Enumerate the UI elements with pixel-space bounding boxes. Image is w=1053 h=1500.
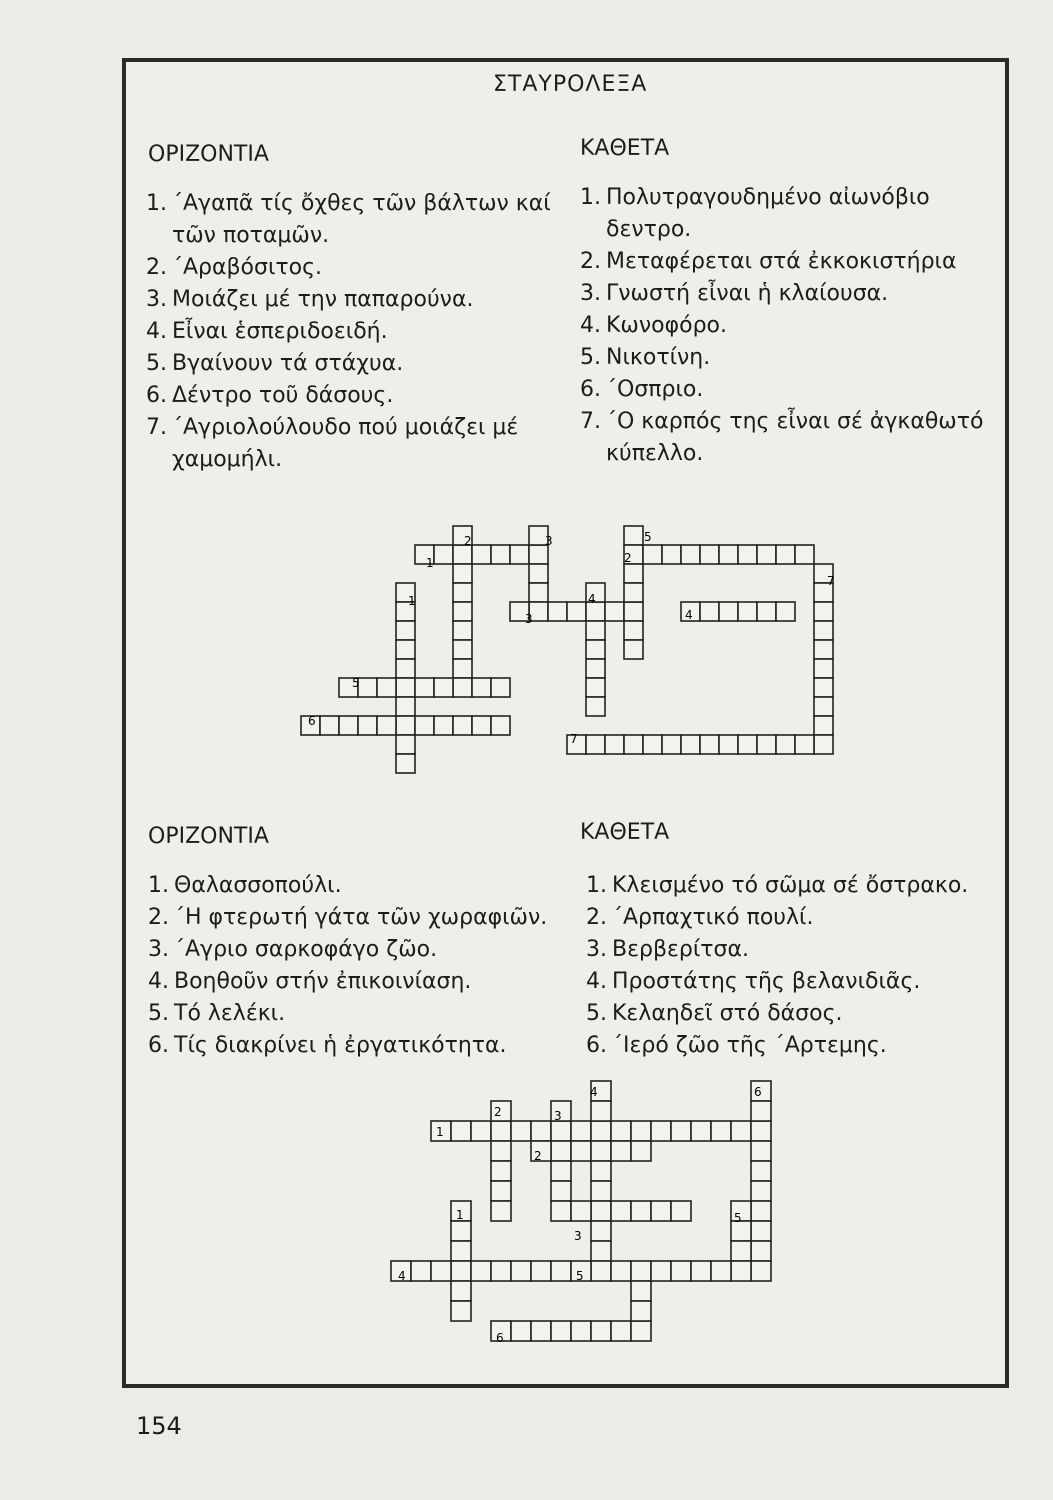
- crossword-cell[interactable]: [358, 716, 377, 735]
- crossword-cell[interactable]: [671, 1261, 691, 1281]
- crossword-cell[interactable]: [631, 1301, 651, 1321]
- crossword-cell[interactable]: [551, 1161, 571, 1181]
- crossword-cell[interactable]: [491, 1141, 511, 1161]
- crossword-cell[interactable]: [814, 678, 833, 697]
- crossword-cell[interactable]: [662, 545, 681, 564]
- grid-number-label: 1: [436, 1125, 444, 1139]
- clue-item: 3. Βερβερίτσα.: [586, 937, 749, 962]
- grid-number-label: 6: [308, 714, 316, 728]
- crossword-cell[interactable]: [624, 621, 643, 640]
- crossword-cell[interactable]: [586, 678, 605, 697]
- puzzle1-across-clues: [146, 188, 556, 476]
- crossword-cell[interactable]: [551, 1121, 571, 1141]
- puzzle2-across-heading: ΟΡΙΖΟΝΤΙΑ: [148, 824, 269, 849]
- crossword-cell[interactable]: [751, 1221, 771, 1241]
- crossword-cell[interactable]: [757, 602, 776, 621]
- crossword-cell[interactable]: [776, 545, 795, 564]
- crossword-cell[interactable]: [396, 621, 415, 640]
- crossword-cell[interactable]: [719, 602, 738, 621]
- crossword-cell[interactable]: [711, 1261, 731, 1281]
- crossword-cell[interactable]: [511, 1261, 531, 1281]
- grid-number-label: 4: [685, 608, 693, 622]
- crossword-cell[interactable]: [681, 735, 700, 754]
- crossword-cell[interactable]: [719, 545, 738, 564]
- crossword-cell[interactable]: [776, 735, 795, 754]
- grid-number-label: 6: [496, 1331, 504, 1345]
- crossword-cell[interactable]: [451, 1121, 471, 1141]
- clue-item: 4. Βοηθοῦν στήν ἐπικοινίαση.: [148, 969, 472, 994]
- clue-item: 5. Τό λελέκι.: [148, 1001, 286, 1026]
- crossword-cell[interactable]: [396, 659, 415, 678]
- clue-item: 1. Θαλασσοπούλι.: [148, 873, 342, 898]
- crossword-cell[interactable]: [396, 678, 415, 697]
- crossword-cell[interactable]: [453, 564, 472, 583]
- page-number: 154: [136, 1412, 182, 1440]
- crossword-cell[interactable]: [358, 678, 377, 697]
- crossword-cell[interactable]: [624, 735, 643, 754]
- crossword-cell[interactable]: [453, 659, 472, 678]
- crossword-cell[interactable]: [531, 1121, 551, 1141]
- crossword-cell[interactable]: [681, 545, 700, 564]
- crossword-cell[interactable]: [757, 735, 776, 754]
- crossword-cell[interactable]: [631, 1281, 651, 1301]
- crossword-cell[interactable]: [511, 1321, 531, 1341]
- crossword-cell[interactable]: [396, 716, 415, 735]
- crossword-cell[interactable]: [611, 1261, 631, 1281]
- crossword-cell[interactable]: [434, 678, 453, 697]
- grid-number-label: 3: [574, 1229, 582, 1243]
- crossword-cell[interactable]: [396, 735, 415, 754]
- clue-item: 5. Κελαηδεῖ στό δάσος.: [586, 1001, 843, 1026]
- grid-number-label: 2: [624, 551, 632, 565]
- crossword-cell[interactable]: [396, 697, 415, 716]
- crossword-cell[interactable]: [551, 1181, 571, 1201]
- crossword-cell[interactable]: [751, 1141, 771, 1161]
- crossword-cell[interactable]: [453, 621, 472, 640]
- crossword-cell[interactable]: [814, 697, 833, 716]
- crossword-cell[interactable]: [751, 1161, 771, 1181]
- crossword-cell[interactable]: [491, 1121, 511, 1141]
- crossword-cell[interactable]: [643, 735, 662, 754]
- crossword-cell[interactable]: [691, 1261, 711, 1281]
- crossword-cell[interactable]: [511, 1121, 531, 1141]
- crossword-cell[interactable]: [453, 602, 472, 621]
- crossword-cell[interactable]: [624, 564, 643, 583]
- crossword-cell[interactable]: [738, 602, 757, 621]
- crossword-cell[interactable]: [751, 1261, 771, 1281]
- crossword-cell[interactable]: [411, 1261, 431, 1281]
- crossword-cell[interactable]: [471, 1261, 491, 1281]
- grid-number-label: 3: [525, 612, 533, 626]
- crossword-cell[interactable]: [751, 1201, 771, 1221]
- crossword-cell[interactable]: [624, 602, 643, 621]
- crossword-cell[interactable]: [431, 1261, 451, 1281]
- crossword-cell[interactable]: [605, 602, 624, 621]
- crossword-cell[interactable]: [451, 1241, 471, 1261]
- puzzle2-across-clues: [148, 870, 588, 1062]
- grid-number-label: 4: [588, 592, 596, 606]
- crossword-cell[interactable]: [529, 564, 548, 583]
- crossword-cell[interactable]: [751, 1121, 771, 1141]
- crossword-cell[interactable]: [671, 1201, 691, 1221]
- crossword-cell[interactable]: [591, 1181, 611, 1201]
- crossword-cell[interactable]: [453, 640, 472, 659]
- clue-item: 3. Μοιάζει μέ την παπαρούνα.: [146, 287, 474, 312]
- crossword-cell[interactable]: [451, 1281, 471, 1301]
- crossword-cell[interactable]: [491, 1161, 511, 1181]
- crossword-cell[interactable]: [567, 602, 586, 621]
- clue-item: 7. ΄Ο καρπός της εἶναι σέ ἀγκαθωτό κύπελλο.: [580, 409, 984, 466]
- crossword-cell[interactable]: [434, 545, 453, 564]
- crossword-cell[interactable]: [472, 678, 491, 697]
- crossword-cell[interactable]: [631, 1121, 651, 1141]
- crossword-cell[interactable]: [571, 1141, 591, 1161]
- crossword-cell[interactable]: [451, 1221, 471, 1241]
- crossword-cell[interactable]: [531, 1261, 551, 1281]
- crossword-cell[interactable]: [671, 1121, 691, 1141]
- crossword-cell[interactable]: [472, 545, 491, 564]
- grid-number-label: 4: [398, 1269, 406, 1283]
- crossword-cell[interactable]: [591, 1261, 611, 1281]
- crossword-grid-1: [300, 525, 860, 785]
- crossword-cell[interactable]: [586, 697, 605, 716]
- clue-item: 6. ΄Ιερό ζῶο τῆς ΄Αρτεμης.: [586, 1033, 887, 1058]
- puzzle2-down-heading: ΚΑΘΕΤΑ: [580, 820, 670, 845]
- grid-number-label: 3: [545, 534, 553, 548]
- grid-number-label: 5: [352, 676, 360, 690]
- crossword-cell[interactable]: [591, 1201, 611, 1221]
- clue-item: 5. Βγαίνουν τά στάχυα.: [146, 351, 404, 376]
- grid-number-label: 5: [576, 1269, 584, 1283]
- puzzle1-down-clues: [580, 182, 1000, 470]
- crossword-cell[interactable]: [491, 1201, 511, 1221]
- crossword-cell[interactable]: [548, 602, 567, 621]
- crossword-cell[interactable]: [453, 678, 472, 697]
- crossword-cell[interactable]: [491, 716, 510, 735]
- grid-number-label: 5: [644, 530, 652, 544]
- crossword-cell[interactable]: [320, 716, 339, 735]
- crossword-cell[interactable]: [434, 716, 453, 735]
- crossword-cell[interactable]: [814, 621, 833, 640]
- grid-number-label: 1: [408, 594, 416, 608]
- clue-item: 3. Γνωστή εἶναι ἡ κλαίουσα.: [580, 281, 889, 306]
- crossword-cell[interactable]: [415, 716, 434, 735]
- crossword-cell[interactable]: [591, 1221, 611, 1241]
- crossword-cell[interactable]: [491, 1261, 511, 1281]
- crossword-cell[interactable]: [776, 602, 795, 621]
- crossword-cell[interactable]: [814, 640, 833, 659]
- crossword-cell[interactable]: [814, 602, 833, 621]
- grid-number-label: 2: [494, 1105, 502, 1119]
- crossword-cell[interactable]: [453, 583, 472, 602]
- clue-item: 3. ΄Αγριο σαρκοφάγο ζῶο.: [148, 937, 438, 962]
- crossword-cell[interactable]: [415, 678, 434, 697]
- grid-number-label: 6: [754, 1085, 762, 1099]
- crossword-cell[interactable]: [377, 716, 396, 735]
- crossword-cell[interactable]: [551, 1201, 571, 1221]
- grid-number-label: 7: [827, 574, 835, 588]
- crossword-cell[interactable]: [731, 1241, 751, 1261]
- crossword-cell[interactable]: [738, 735, 757, 754]
- crossword-cell[interactable]: [631, 1201, 651, 1221]
- clue-item: 2. ΄Αραβόσιτος.: [146, 255, 323, 280]
- crossword-cell[interactable]: [624, 526, 643, 545]
- puzzle1-down-heading: ΚΑΘΕΤΑ: [580, 136, 670, 161]
- grid-number-label: 2: [464, 534, 472, 548]
- crossword-cell[interactable]: [591, 1161, 611, 1181]
- grid-number-label: 7: [570, 732, 578, 746]
- crossword-cell[interactable]: [611, 1121, 631, 1141]
- crossword-cell[interactable]: [551, 1261, 571, 1281]
- crossword-cell[interactable]: [591, 1101, 611, 1121]
- crossword-cell[interactable]: [795, 545, 814, 564]
- crossword-cell[interactable]: [491, 545, 510, 564]
- crossword-cell[interactable]: [339, 716, 358, 735]
- clue-item: 2. Μεταφέρεται στά ἐκκοκιστήρια: [580, 249, 957, 274]
- crossword-cell[interactable]: [651, 1201, 671, 1221]
- crossword-cell[interactable]: [662, 735, 681, 754]
- clue-item: 4. Εἶναι ἑσπεριδοειδή.: [146, 319, 388, 344]
- crossword-cell[interactable]: [529, 583, 548, 602]
- crossword-cell[interactable]: [591, 1321, 611, 1341]
- crossword-cell[interactable]: [591, 1121, 611, 1141]
- crossword-cell[interactable]: [510, 545, 529, 564]
- crossword-cell[interactable]: [571, 1321, 591, 1341]
- crossword-cell[interactable]: [586, 659, 605, 678]
- crossword-cell[interactable]: [711, 1121, 731, 1141]
- crossword-cell[interactable]: [571, 1121, 591, 1141]
- crossword-cell[interactable]: [491, 1181, 511, 1201]
- clue-item: 1. Πολυτραγουδημένο αἰωνόβιο δεντρο.: [580, 185, 930, 242]
- crossword-cell[interactable]: [591, 1141, 611, 1161]
- crossword-cell[interactable]: [472, 716, 491, 735]
- crossword-cell[interactable]: [700, 602, 719, 621]
- crossword-cell[interactable]: [551, 1321, 571, 1341]
- crossword-cell[interactable]: [738, 545, 757, 564]
- grid-number-label: 1: [456, 1208, 464, 1222]
- crossword-cell[interactable]: [757, 545, 776, 564]
- crossword-cell[interactable]: [611, 1141, 631, 1161]
- crossword-cell[interactable]: [751, 1241, 771, 1261]
- crossword-cell[interactable]: [624, 583, 643, 602]
- crossword-cell[interactable]: [531, 1321, 551, 1341]
- crossword-cell[interactable]: [731, 1121, 751, 1141]
- crossword-cell[interactable]: [814, 716, 833, 735]
- clue-item: 7. ΄Αγριολούλουδο πού μοιάζει μέ χαμομήλι.: [146, 415, 519, 472]
- crossword-cell[interactable]: [731, 1261, 751, 1281]
- clue-item: 4. Προστάτης τῆς βελανιδιᾶς.: [586, 969, 921, 994]
- crossword-cell[interactable]: [586, 735, 605, 754]
- crossword-cell[interactable]: [611, 1201, 631, 1221]
- crossword-cell[interactable]: [451, 1261, 471, 1281]
- crossword-cell[interactable]: [631, 1141, 651, 1161]
- clue-item: 6. ΄Οσπριο.: [580, 377, 704, 402]
- crossword-cell[interactable]: [719, 735, 738, 754]
- clue-item: 6. Δέντρο τοῦ δάσους.: [146, 383, 394, 408]
- crossword-cell[interactable]: [611, 1321, 631, 1341]
- crossword-cell[interactable]: [751, 1181, 771, 1201]
- clue-item: 6. Τίς διακρίνει ἡ ἐργατικότητα.: [148, 1033, 507, 1058]
- crossword-cell[interactable]: [795, 735, 814, 754]
- grid-number-label: 1: [426, 556, 434, 570]
- crossword-cell[interactable]: [651, 1121, 671, 1141]
- clue-item: 1. ΄Αγαπᾶ τίς ὄχθες τῶν βάλτων καί τῶν ποταμῶν.: [146, 191, 551, 248]
- grid-number-label: 4: [590, 1085, 598, 1099]
- page-title: ΣΤΑΥΡΟΛΕΞΑ: [493, 72, 648, 97]
- crossword-grid-2: [390, 1080, 790, 1355]
- crossword-cell[interactable]: [700, 545, 719, 564]
- crossword-cell[interactable]: [451, 1301, 471, 1321]
- crossword-cell[interactable]: [396, 754, 415, 773]
- crossword-cell[interactable]: [453, 716, 472, 735]
- crossword-cell[interactable]: [631, 1261, 651, 1281]
- crossword-cell[interactable]: [586, 640, 605, 659]
- grid-number-label: 3: [554, 1109, 562, 1123]
- crossword-cell[interactable]: [700, 735, 719, 754]
- crossword-cell[interactable]: [605, 735, 624, 754]
- clue-item: 5. Νικοτίνη.: [580, 345, 711, 370]
- crossword-cell[interactable]: [396, 640, 415, 659]
- clue-item: 4. Κωνοφόρο.: [580, 313, 727, 338]
- crossword-cell[interactable]: [814, 659, 833, 678]
- crossword-cell[interactable]: [691, 1121, 711, 1141]
- crossword-cell[interactable]: [624, 640, 643, 659]
- clue-item: 1. Κλεισμένο τό σῶμα σέ ὄστρακο.: [586, 873, 969, 898]
- crossword-cell[interactable]: [631, 1321, 651, 1341]
- crossword-cell[interactable]: [751, 1101, 771, 1121]
- puzzle2-down-clues: [586, 870, 1006, 1062]
- crossword-cell[interactable]: [377, 678, 396, 697]
- clue-item: 2. ΄Η φτερωτή γάτα τῶν χωραφιῶν.: [148, 905, 548, 930]
- clue-item: 2. ΄Αρπαχτικό πουλί.: [586, 905, 814, 930]
- puzzle1-across-heading: ΟΡΙΖΟΝΤΙΑ: [148, 142, 269, 167]
- crossword-cell[interactable]: [643, 545, 662, 564]
- crossword-cell[interactable]: [471, 1121, 491, 1141]
- crossword-cell[interactable]: [814, 735, 833, 754]
- crossword-cell[interactable]: [571, 1201, 591, 1221]
- grid-number-label: 5: [734, 1211, 742, 1225]
- crossword-cell[interactable]: [491, 678, 510, 697]
- grid-number-label: 2: [534, 1149, 542, 1163]
- crossword-cell[interactable]: [551, 1141, 571, 1161]
- crossword-cell[interactable]: [586, 621, 605, 640]
- crossword-cell[interactable]: [591, 1241, 611, 1261]
- crossword-cell[interactable]: [651, 1261, 671, 1281]
